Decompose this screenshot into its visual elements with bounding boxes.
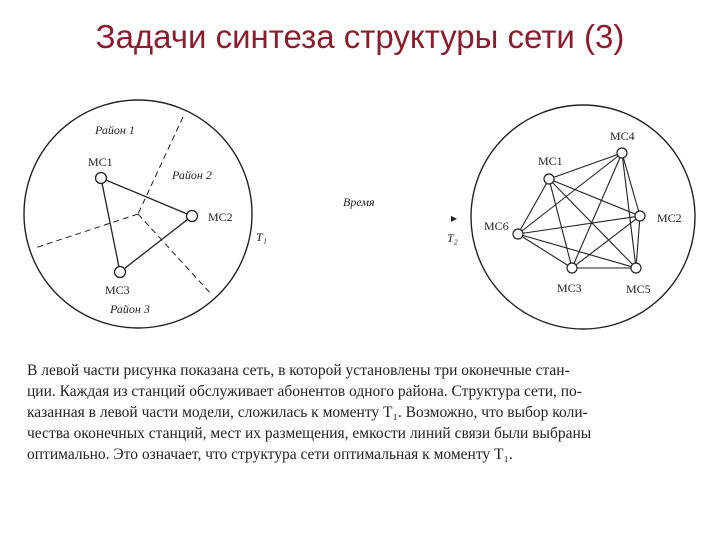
node-mc1 <box>96 173 107 184</box>
region-boundary-2 <box>35 214 138 248</box>
station-r-mc3-label: МС3 <box>557 281 582 295</box>
station-r-mc1-label: МС1 <box>538 154 563 168</box>
description-paragraph <box>27 360 692 465</box>
node-mc2 <box>187 211 198 222</box>
station-r-mc4-label: МС4 <box>610 129 635 143</box>
paragraph-line: чества оконечных станций, мест их размещения, емкости линий связи были выбраны <box>27 425 592 442</box>
node-r-mc3 <box>567 263 577 273</box>
paragraph-line: оптимально. Это означает, что структура сети оптимальная к моменту T₁. <box>27 446 513 463</box>
time-t2-label: T₂ <box>447 231 458 245</box>
station-mc3-label: МС3 <box>105 283 130 297</box>
node-r-mc1 <box>544 174 554 184</box>
time-arrow-icon: ▸ <box>451 211 458 225</box>
link-mc1-mc2 <box>101 178 192 216</box>
station-r-mc5-label: МС5 <box>626 282 651 296</box>
node-r-mc5 <box>631 263 641 273</box>
link-r-mc1-mc3 <box>549 179 572 268</box>
station-mc1-label: МС1 <box>88 155 113 169</box>
right-links <box>518 153 640 268</box>
region-boundary-1 <box>138 117 183 214</box>
link-r-mc4-mc5 <box>622 153 636 268</box>
left-labels <box>88 123 267 316</box>
link-r-mc2-mc6 <box>518 216 640 234</box>
page-title: Задачи синтеза структуры сети (3) <box>95 18 625 55</box>
link-r-mc2-mc5 <box>636 216 640 268</box>
right-labels <box>484 129 682 296</box>
time-t1-label: T₁ <box>256 230 267 244</box>
link-r-mc1-mc6 <box>518 179 549 234</box>
time-axis <box>343 195 458 245</box>
link-r-mc4-mc6 <box>518 153 622 234</box>
link-r-mc6-mc3 <box>518 234 572 268</box>
station-r-mc2-label: МС2 <box>657 211 682 225</box>
region-1-label: Район 1 <box>95 123 135 137</box>
paragraph-line: ции. Каждая из станций обслуживает абонентов одного района. Структура сети, по- <box>27 383 582 400</box>
station-mc2-label: МС2 <box>208 210 233 224</box>
region-boundary-3 <box>138 214 212 295</box>
node-r-mc6 <box>513 229 523 239</box>
link-r-mc4-mc2 <box>622 153 640 216</box>
link-mc2-mc3 <box>120 216 192 272</box>
link-r-mc6-mc5 <box>518 234 636 268</box>
paragraph-line: В левой части рисунка показана сеть, в которой установлены три оконечные стан- <box>27 362 570 379</box>
station-r-mc6-label: МС6 <box>484 219 509 233</box>
region-2-label: Район 2 <box>172 168 212 182</box>
link-r-mc2-mc3 <box>572 216 640 268</box>
time-axis-label: Время <box>343 195 375 209</box>
paragraph-line: казанная в левой части модели, сложилась к моменту T₁. Возможно, что выбор коли- <box>27 404 588 421</box>
node-mc3 <box>115 267 126 278</box>
region-3-label: Район 3 <box>110 302 150 316</box>
node-r-mc4 <box>617 148 627 158</box>
node-r-mc2 <box>635 211 645 221</box>
